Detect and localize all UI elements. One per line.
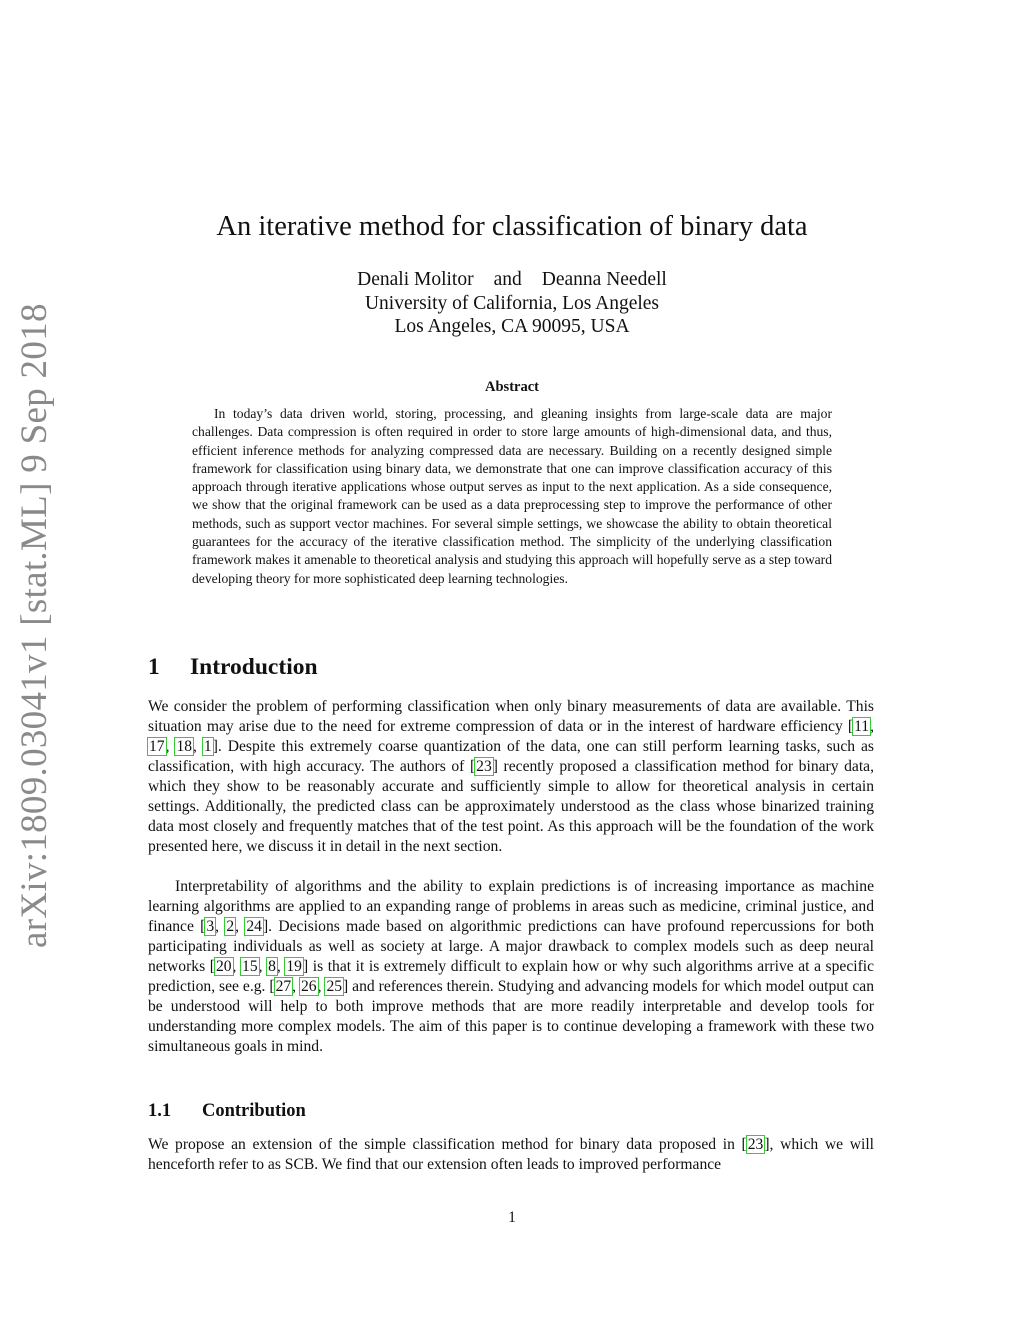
citation-link[interactable]: 23 [476, 758, 492, 775]
citation-link[interactable]: 26 [301, 978, 317, 995]
address: Los Angeles, CA 90095, USA [394, 316, 630, 337]
contribution-paragraph: We propose an extension of the simple classification method for binary data proposed in [23], which we will henceforth refer to as SCB. We find that our extension often leads to improved performance [148, 1136, 874, 1173]
citation-link[interactable]: 19 [286, 958, 302, 975]
section-1-heading [148, 654, 318, 681]
citation-link[interactable]: 11 [854, 718, 870, 735]
citation-link[interactable]: 25 [326, 978, 343, 995]
section-1-1-number: 1.1 [148, 1101, 172, 1121]
citation-link[interactable]: 3 [206, 918, 215, 935]
citation-link[interactable]: 17 [149, 738, 165, 755]
section-1-number: 1 [148, 654, 160, 680]
author-names [0, 268, 1024, 292]
intro-paragraph-2: Interpretability of algorithms and the ability to explain predictions is of increasing importance as machine learning algorithms are applied to an expanding range of problems in areas such as medicine, criminal justice, and finance [3, 2, 24]. Decisions made based on algorithmic predictions can have profound repercussions for both participating individuals as well as society at large. A major drawback to complex models such as deep neural networks [20, 15, 8, 19] is that it is extremely difficult to explain how or why such algorithms arrive at a specific prediction, see e.g. [27, 26, 25] and references therein. Studying and advancing models for which model output can be understood will help to both improve methods that are more readily interpretable and develop tools for understanding more complex models. The aim of this paper is to continue developing a framework with these two simultaneous goals in mind. [148, 878, 875, 1055]
citation-link[interactable]: 8 [268, 958, 276, 975]
citation-link[interactable]: 1 [203, 738, 212, 755]
author-block [0, 268, 1024, 339]
citation-link[interactable]: 24 [246, 918, 262, 935]
citation-link[interactable]: 15 [242, 958, 258, 975]
affiliation: University of California, Los Angeles [364, 292, 660, 314]
citation-link[interactable]: 2 [226, 918, 235, 935]
page-number: 1 [508, 1209, 516, 1226]
section-1-1-heading [148, 1101, 306, 1122]
section-1-title: Introduction [190, 654, 318, 680]
paper-title: An iterative method for classification of binary data [216, 211, 808, 242]
author-and: and [493, 269, 522, 290]
author-1: Denali Molitor [357, 269, 474, 290]
abstract-heading: Abstract [485, 379, 539, 395]
citation-link[interactable]: 18 [176, 738, 193, 755]
section-1-1-title: Contribution [202, 1101, 306, 1121]
citation-link[interactable]: 23 [747, 1136, 764, 1153]
arxiv-stamp: arXiv:1809.03041v1 [stat.ML] 9 Sep 2018 [14, 303, 55, 948]
citation-link[interactable]: 27 [275, 978, 292, 995]
abstract-text: In today’s data driven world, storing, processing, and gleaning insights from large-scale data are major challenges. Data compression is often required in order to store large amounts of high-dimensional data, and thus, efficient inference methods for analyzing compressed data are necessary. Building on a recently designed simple framework for classification using binary data, we demonstrate that one can improve classification accuracy of this approach through iterative applications whose output serves as input to the next application. As a side consequence, we show that the original framework can be used as a data preprocessing step to improve the performance of other methods, such as support vector machines. For several simple settings, we showcase the ability to obtain theoretical guarantees for the accuracy of the iterative classification method. The simplicity of the underlying classification framework makes it amenable to theoretical analysis and studying this approach will hopefully serve as a step toward developing theory for more sophisticated deep learning technologies. [192, 406, 832, 586]
author-2: Deanna Needell [541, 269, 667, 290]
citation-link[interactable]: 20 [215, 958, 232, 975]
intro-paragraph-1: We consider the problem of performing classification when only binary measurements of data are available. This situation may arise due to the need for extreme compression of data or in the interest of hardware efficiency [11, 17, 18, 1]. Despite this extremely coarse quantization of the data, one can still perform learning tasks, such as classification, with high accuracy. The authors of [23] recently proposed a classification method for binary data, which they show to be reasonably accurate and sufficiently simple to allow for theoretical analysis in certain settings. Additionally, the predicted class can be approximately understood as the class whose binarized training data most closely and frequently matches that of the test point. As this approach will be the foundation of the work presented here, we discuss it in detail in the next section. [148, 698, 875, 855]
